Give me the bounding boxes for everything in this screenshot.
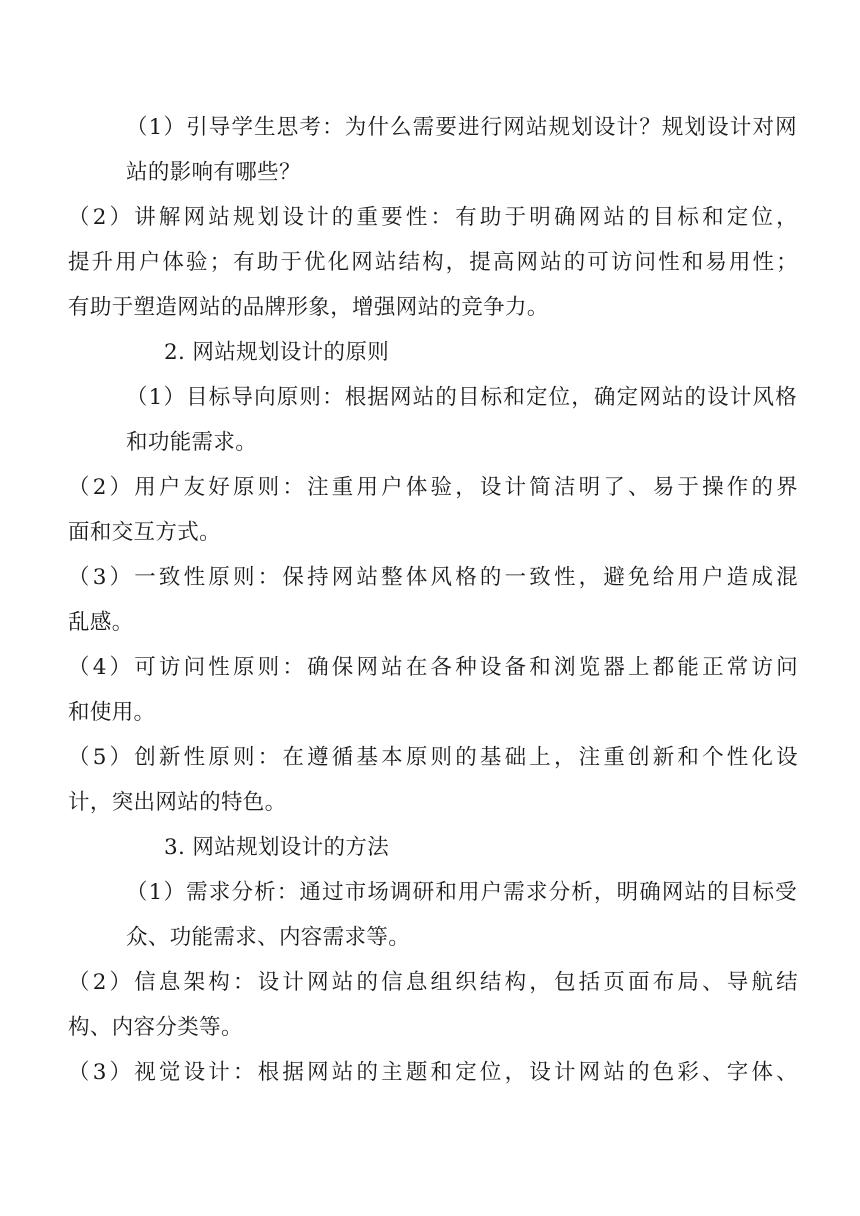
text-line: 乱感。 bbox=[68, 610, 134, 635]
text-line: （2）用户友好原则：注重用户体验，设计简洁明了、易于操作的界 bbox=[68, 475, 798, 500]
text-line: （4）可访问性原则：确保网站在各种设备和浏览器上都能正常访问 bbox=[68, 655, 798, 680]
section-heading: 2. 网站规划设计的原则 bbox=[164, 340, 390, 365]
text-line: 众、功能需求、内容需求等。 bbox=[126, 925, 411, 950]
text-line: （5）创新性原则：在遵循基本原则的基础上，注重创新和个性化设 bbox=[68, 745, 798, 770]
text-line: 计，突出网站的特色。 bbox=[68, 790, 287, 815]
text-line: 和使用。 bbox=[68, 700, 156, 725]
text-line: 有助于塑造网站的品牌形象，增强网站的竞争力。 bbox=[68, 295, 549, 320]
text-line: 提升用户体验；有助于优化网站结构，提高网站的可访问性和易用性； bbox=[68, 250, 798, 275]
text-line: （1）引导学生思考：为什么需要进行网站规划设计？规划设计对网 bbox=[126, 115, 797, 140]
section-heading: 3. 网站规划设计的方法 bbox=[164, 835, 390, 860]
text-line: （2）信息架构：设计网站的信息组织结构，包括页面布局、导航结 bbox=[68, 970, 798, 995]
text-line: 站的影响有哪些？ bbox=[126, 160, 301, 185]
text-line: 面和交互方式。 bbox=[68, 520, 221, 545]
text-line: 和功能需求。 bbox=[126, 430, 258, 455]
text-line: （1）目标导向原则：根据网站的目标和定位，确定网站的设计风格 bbox=[126, 385, 797, 410]
text-line: （3）一致性原则：保持网站整体风格的一致性，避免给用户造成混 bbox=[68, 565, 798, 590]
text-line: 构、内容分类等。 bbox=[68, 1015, 243, 1040]
text-line: （2）讲解网站规划设计的重要性：有助于明确网站的目标和定位， bbox=[68, 205, 798, 230]
text-line: （1）需求分析：通过市场调研和用户需求分析，明确网站的目标受 bbox=[126, 880, 797, 905]
text-line: （3）视觉设计：根据网站的主题和定位，设计网站的色彩、字体、 bbox=[68, 1060, 798, 1085]
